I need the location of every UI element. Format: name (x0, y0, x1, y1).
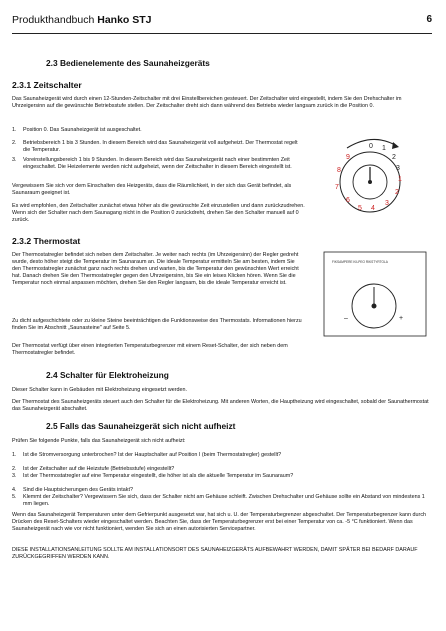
troubleshoot-item-4 (12, 487, 428, 494)
thermostat-minus-label: – (344, 315, 348, 322)
dial-number: 9 (346, 154, 350, 161)
list-text: Position 0. Das Saunaheizgerät ist ausgeschaltet. (23, 127, 142, 133)
thermostat-plus-label: + (399, 315, 404, 322)
section-2-5-heading: 2.5 Falls das Saunaheizgerät sich nicht aufheizt (46, 421, 236, 431)
section-2-4-heading: 2.4 Schalter für Elektroheizung (46, 370, 169, 380)
timer-list-item-2 (12, 140, 303, 154)
dial-number: 6 (346, 197, 350, 204)
document-title-prefix: Produkthandbuch (12, 14, 95, 26)
list-text: Klemmt der Zeitschalter? Vergewissern Sie sich, dass der Schalter nicht am Gehäuse schleift. Zwischen Drehschalter und Gehäuse sollte ein Abstand von mindestens 1 mm liegen. (23, 494, 425, 507)
section-2-4-para1: Dieser Schalter kann in Gebäuden mit Elektroheizung eingesetzt werden. (12, 387, 187, 393)
thermostat-panel-label: FIKSAMPERE KILPEO RIKSTYRTOLA (332, 260, 388, 264)
list-text: Betriebsbereich 1 bis 3 Stunden. In diesem Bereich wird das Saunaheizgerät voll aufgeheizt. Der Thermostat regelt die Temperatur. (23, 140, 298, 153)
section-2-3-2-para3: Der Thermostat verfügt über einen integrierten Temperaturbegrenzer mit einem Reset-Schalter, der sich neben dem Thermostatregler befindet. (12, 343, 288, 356)
document-title (12, 14, 152, 26)
dial-number: 2 (392, 154, 396, 161)
dial-number: 0 (369, 143, 373, 150)
list-number: 3. (12, 473, 17, 479)
page-header (12, 14, 432, 32)
dial-number: 3 (385, 200, 389, 207)
dial-number: 7 (335, 184, 339, 191)
section-2-3-2-heading: 2.3.2 Thermostat (12, 236, 81, 246)
troubleshoot-item-2 (12, 466, 428, 473)
section-2-5-para2: Wenn das Saunaheizgerät Temperaturen unter dem Gefrierpunkt ausgesetzt war, hat sich u. U. der Temperaturbegrenzer abgeschaltet. Der Temperaturbegrenzer kann durch Drücken des Reset-Schalters wieder eingeschaltet werden. Beachten Sie, dass der Temperaturbegrenzer erst bei einer Temperatur von ca. -5 °C funktioniert. Wenn das Saunaheizgerät nach wie vor nicht funktioniert, wenden Sie sich an einen autorisierten Servicepartner. (12, 512, 427, 532)
page-number: 6 (426, 14, 432, 25)
section-2-3-1-para2: Vergewissern Sie sich vor dem Einschalten des Heizgeräts, dass die Räumlichkeit, in der sich das Gerät befindet, als Saunaraum geeignet ist. (12, 183, 292, 196)
list-number: 3. (12, 157, 17, 163)
timer-list-item-1 (12, 127, 303, 134)
dial-number: 3 (396, 165, 400, 172)
dial-number: 5 (358, 205, 362, 212)
list-number: 2. (12, 140, 17, 146)
section-2-3-1-intro: Das Saunaheizgerät wird durch einen 12-Stunden-Zeitschalter mit drei Einstellbereichen gesteuert. Der Zeitschalter wird eingestellt, indem Sie den Drehschalter im Uhrzeigersinn auf die gewünschte Betriebsstufe stellen. Der Zeitschalter dreht sich dann während des Betriebs wieder langsam zurück in die Position 0. (12, 96, 402, 109)
dial-number: 1 (382, 145, 386, 152)
timer-list-item-3 (12, 157, 303, 171)
timer-dial-hub (368, 180, 372, 184)
troubleshoot-item-5 (12, 494, 428, 508)
thermostat-panel-illustration (322, 250, 430, 340)
installation-notice: DIESE INSTALLATIONSANLEITUNG SOLLTE AM INSTALLATIONSORT DES SAUNAHEIZGERÄTS AUFBEWAHRT WERDEN, DAMIT SPÄTER BEI BEDARF DARAUF ZURÜCKGEGRIFFEN WERDEN KANN. (12, 547, 418, 560)
list-number: 1. (12, 452, 17, 458)
section-2-5-intro: Prüfen Sie folgende Punkte, falls das Saunaheizgerät sich nicht aufheizt: (12, 438, 186, 444)
list-number: 4. (12, 487, 17, 493)
section-2-4-para2: Der Thermostat des Saunaheizgeräts steuert auch den Schalter für die Elektroheizung. Mit anderen Worten, die Hauptheizung wird eingeschaltet, sobald der Saunathermostat das Saunaheizgerät abschaltet. (12, 399, 429, 412)
section-2-3-2-para1: Der Thermostatregler befindet sich neben dem Zeitschalter. Je weiter nach rechts (im Uhrzeigersinn) der Regler gedreht wurde, desto höher steigt die Temperatur im Saunaraum an. Die ideale Temperatur ermitteln Sie am besten, indem Sie den Thermostatregler zunächst ganz nach rechts drehen und warten, bis die Temperatur den gewünschten Wert erreicht hat. Danach drehen Sie den Thermostatregler gegen den Uhrzeigersinn, bis Sie ein leises Klicken hören. Wenn Sie die Temperatur noch einmal anpassen möchten, drehen Sie den Regler langsam, bis die ideale Temperatur erreicht ist. (12, 252, 299, 286)
list-text: Sind die Hauptsicherungen des Geräts intakt? (23, 487, 133, 493)
troubleshoot-item-3 (12, 473, 428, 480)
list-text: Ist der Zeitschalter auf die Heizstufe (Betriebsstufe) eingestellt? (23, 466, 175, 472)
list-number: 1. (12, 127, 17, 133)
list-number: 5. (12, 494, 17, 500)
timer-dial-illustration (325, 134, 415, 226)
list-text: Voreinstellungsbereich 1 bis 9 Stunden. In diesem Bereich wird das Saunaheizgerät nach einer bestimmten Zeit eingeschaltet. Die Heizelemente werden nicht aufgeheizt, wenn der Zeitschalter in diesem Bereich eingestellt ist. (23, 157, 292, 170)
dial-number: 4 (371, 205, 375, 212)
section-2-3-2-para2: Zu dicht aufgeschichtete oder zu kleine Steine beeinträchtigen die Funktionsweise des Thermostats. Informationen hierzu finden Sie im Abschnitt „Saunasteine" auf Seite 5. (12, 318, 302, 331)
list-text: Ist die Stromversorgung unterbrochen? Ist der Hauptschalter auf Position I (beim Thermostatregler) gestellt? (23, 452, 282, 458)
section-2-3-1-heading: 2.3.1 Zeitschalter (12, 80, 82, 90)
dial-number: 8 (337, 167, 341, 174)
list-text: Ist der Thermostatregler auf eine Temperatur eingestellt, die höher ist als die aktuelle Temperatur im Saunaraum? (23, 473, 294, 479)
list-number: 2. (12, 466, 17, 472)
rotation-arrowhead-icon (392, 142, 399, 149)
document-title-brand: Hanko STJ (97, 14, 152, 26)
section-2-3-heading: 2.3 Bedienelemente des Saunaheizgeräts (46, 58, 210, 68)
section-2-3-1-para3: Es wird empfohlen, den Zeitschalter zunächst etwas höher als die gewünschte Zeit einzustellen und dann zurückzudrehen. Wenn sich der Schalter nach dem Saunagang nicht in die Position 0 zurückdreht, drehen Sie den Schalter manuell auf 0 zurück. (12, 203, 305, 223)
dial-number: 2 (395, 189, 399, 196)
dial-number: 1 (398, 176, 402, 183)
troubleshoot-item-1 (12, 452, 428, 459)
header-rule (12, 33, 432, 34)
